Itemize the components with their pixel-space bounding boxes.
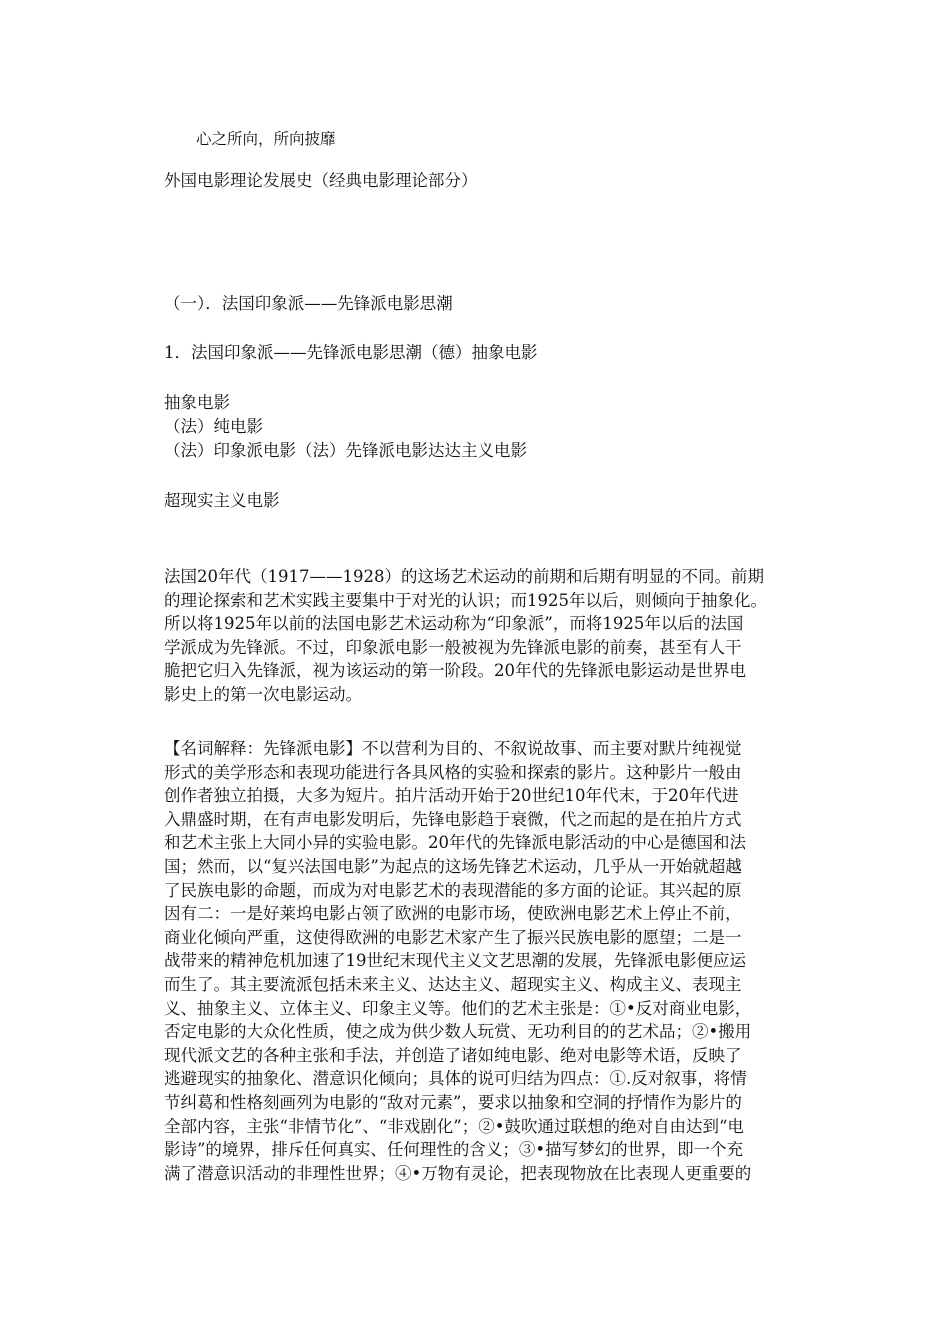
paragraph-line: 战带来的精神危机加速了19世纪末现代主义文艺思潮的发展，先锋派电影便应运	[164, 951, 746, 971]
list-item-surrealist-film: 超现实主义电影	[164, 491, 280, 510]
paragraph-line: 义、抽象主义、立体主义、印象主义等。他们的艺术主张是：①•反对商业电影，	[164, 998, 752, 1018]
paragraph-line: 学派成为先锋派。不过，印象派电影一般被视为先锋派电影的前奏，甚至有人干	[164, 637, 742, 657]
paragraph-french-movement	[164, 565, 844, 707]
paragraph-line: 影史上的第一次电影运动。	[164, 684, 362, 704]
list-item-pure-cinema: （法）纯电影	[164, 417, 263, 436]
paragraph-line: 【名词解释：先锋派电影】不以营利为目的、不叙说故事、而主要对默片纯视觉	[164, 739, 742, 758]
subsection-heading: 1．法国印象派——先锋派电影思潮（德）抽象电影	[164, 343, 538, 362]
paragraph-line: 脆把它归入先锋派，视为该运动的第一阶段。20年代的先锋派电影运动是世界电	[164, 661, 746, 681]
paragraph-avantgarde-definition	[164, 737, 844, 1185]
paragraph-line: 否定电影的大众化性质，使之成为供少数人玩赏、无功利目的的艺术品；②•搬用	[164, 1022, 752, 1042]
paragraph-line: 节纠葛和性格刻画列为电影的“敌对元素”，要求以抽象和空洞的抒情作为影片的	[164, 1092, 742, 1112]
paragraph-line: 而生了。其主要流派包括未来主义、达达主义、超现实主义、构成主义、表现主	[164, 974, 742, 994]
section-heading: （一）．法国印象派——先锋派电影思潮	[164, 294, 453, 313]
list-item-impressionist-avantgarde: （法）印象派电影（法）先锋派电影达达主义电影	[164, 441, 527, 460]
paragraph-line: 国；然而，以“复兴法国电影”为起点的这场先锋艺术运动，几乎从一开始就超越	[164, 856, 742, 876]
paragraph-line: 了民族电影的命题，而成为对电影艺术的表现潜能的多方面的论证。其兴起的原	[164, 880, 742, 900]
paragraph-line: 所以将1925年以前的法国电影艺术运动称为“印象派”，而将1925年以后的法国	[164, 614, 744, 634]
paragraph-line: 现代派文艺的各种主张和手法，并创造了诸如纯电影、绝对电影等术语，反映了	[164, 1045, 742, 1065]
paragraph-line: 创作者独立拍摄，大多为短片。拍片活动开始于20世纪10年代末，于20年代进	[164, 786, 739, 806]
paragraph-line: 和艺术主张上大同小异的实验电影。20年代的先锋派电影活动的中心是德国和法	[164, 833, 746, 853]
document-title: 外国电影理论发展史（经典电影理论部分）	[164, 171, 478, 190]
paragraph-line: 全部内容，主张“非情节化”、“非戏剧化”；②•鼓吹通过联想的绝对自由达到“电	[164, 1116, 744, 1136]
paragraph-line: 满了潜意识活动的非理性世界；④•万物有灵论，把表现物放在比表现人更重要的	[164, 1163, 752, 1183]
paragraph-line: 形式的美学形态和表现功能进行各具风格的实验和探索的影片。这种影片一般由	[164, 762, 742, 782]
header-motto: 心之所向，所向披靡	[196, 130, 336, 148]
paragraph-line: 因有二：一是好莱坞电影占领了欧洲的电影市场，使欧洲电影艺术上停止不前，	[164, 904, 742, 924]
paragraph-line: 法国20年代（1917——1928）的这场艺术运动的前期和后期有明显的不同。前期	[164, 567, 764, 586]
paragraph-line: 影诗”的境界，排斥任何真实、任何理性的含义；③•描写梦幻的世界，即一个充	[164, 1140, 744, 1160]
paragraph-line: 的理论探索和艺术实践主要集中于对光的认识；而1925年以后，则倾向于抽象化。	[164, 590, 767, 610]
paragraph-line: 商业化倾向严重，这使得欧洲的电影艺术家产生了振兴民族电影的愿望；二是一	[164, 927, 742, 947]
paragraph-line: 逃避现实的抽象化、潜意识化倾向；具体的说可归结为四点：①.反对叙事，将情	[164, 1069, 747, 1089]
list-item-abstract-film: 抽象电影	[164, 393, 230, 412]
paragraph-line: 入鼎盛时期，在有声电影发明后，先锋电影趋于衰微，代之而起的是在拍片方式	[164, 809, 742, 829]
